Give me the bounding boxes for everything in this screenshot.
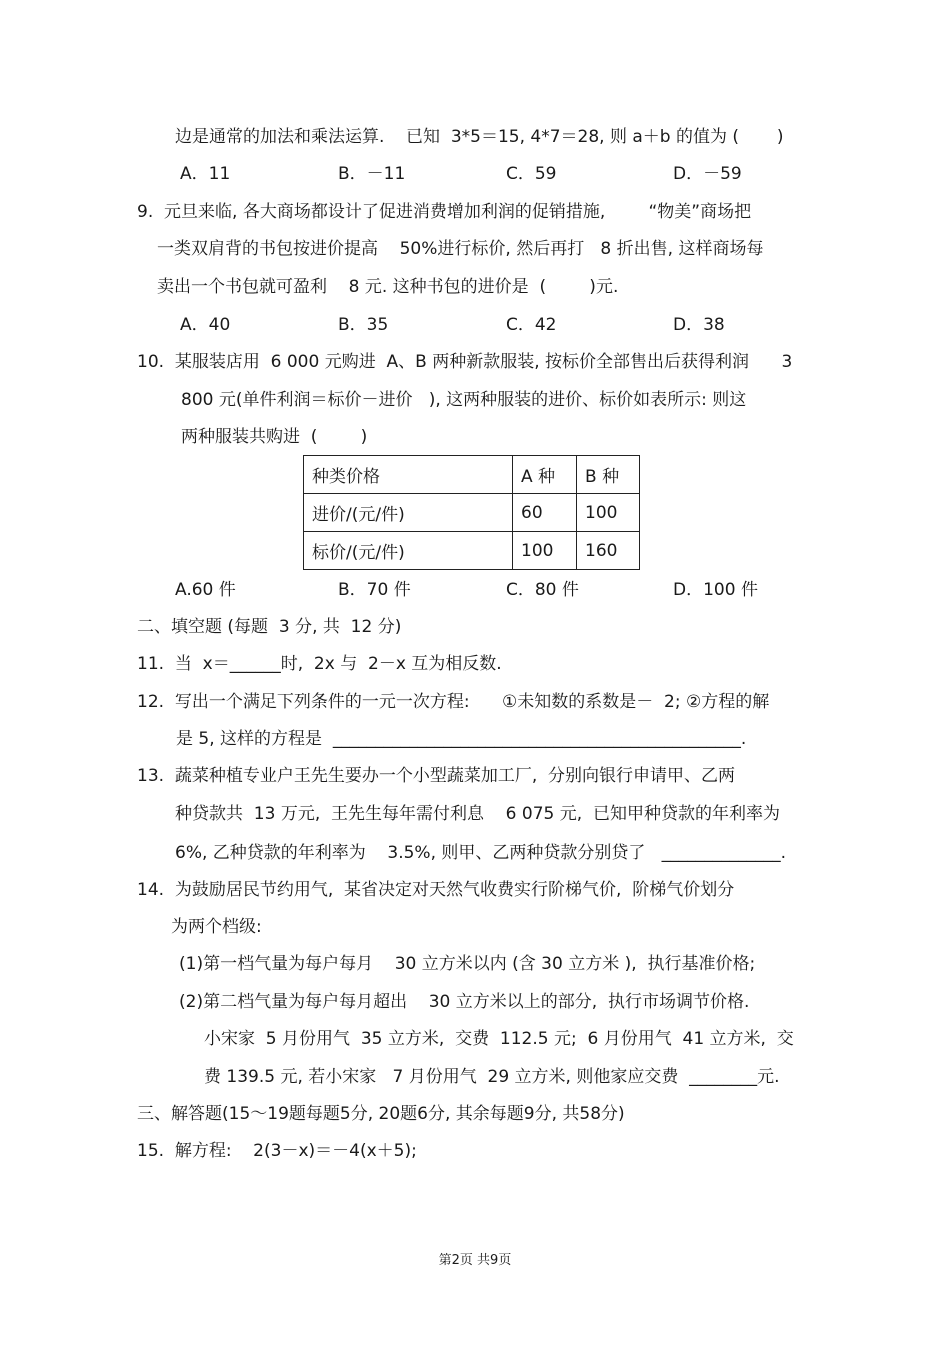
q9-option-b: B．35: [338, 315, 389, 335]
q8-option-a: A．11: [180, 164, 231, 184]
price-table: [303, 455, 640, 570]
q10-option-b: B．70 件: [338, 580, 411, 600]
q9-text-line-1: 9. 元旦来临, 各大商场都设计了促进消费增加利润的促销措施, “物美”商场把: [137, 202, 752, 222]
q12-text-line-1: 12. 写出一个满足下列条件的一元一次方程: ①未知数的系数是－ 2; ②方程的解: [137, 692, 770, 712]
q10-text-line-2: 800 元(单件利润＝标价－进价 ), 这两种服装的进价、标价如表所示: 则这: [181, 390, 747, 410]
q14-text-line-6: 费 139.5 元, 若小宋家 7 月份用气 29 立方米, 则他家应交费 ________元.: [204, 1067, 780, 1087]
q8-option-c: C．59: [506, 164, 557, 184]
table-row: [304, 532, 640, 570]
q14-text-line-3: (1)第一档气量为每户每月 30 立方米以内 (含 30 立方米 ), 执行基准价格;: [179, 954, 756, 974]
q10-option-a: A.60 件: [175, 580, 236, 600]
q10-option-c: C．80 件: [506, 580, 579, 600]
q12-text-line-2: 是 5, 这样的方程是 ________________________________________________.: [176, 729, 747, 749]
q9-option-c: C．42: [506, 315, 557, 335]
q15-text-line: 15. 解方程: 2(3－x)＝－4(x＋5);: [137, 1141, 417, 1161]
table-row: [304, 456, 640, 494]
page-footer: 第2页 共9页: [438, 1253, 512, 1268]
section-heading-fill-blank: 二、填空题 (每题 3 分, 共 12 分): [137, 617, 402, 637]
table-cell: B 种: [577, 456, 640, 494]
q11-text-line: 11. 当 x＝______时, 2x 与 2－x 互为相反数.: [137, 654, 502, 674]
q13-text-line-3: 6%, 乙种贷款的年利率为 3.5%, 则甲、乙两种贷款分别贷了 ______________.: [175, 843, 787, 863]
table-cell: 标价/(元/件): [304, 532, 513, 570]
q13-text-line-2: 种贷款共 13 万元, 王先生每年需付利息 6 075 元, 已知甲种贷款的年利率为: [175, 804, 780, 824]
q8-text-line: 边是通常的加法和乘法运算. 已知 3*5＝15, 4*7＝28, 则 a＋b 的值为 ( ): [175, 127, 784, 147]
table-cell: 种类价格: [304, 456, 513, 494]
table-cell: A 种: [513, 456, 577, 494]
q8-option-b: B．－11: [338, 164, 406, 184]
q14-text-line-5: 小宋家 5 月份用气 35 立方米, 交费 112.5 元; 6 月份用气 41 立方米, 交: [204, 1029, 794, 1049]
table-cell: 160: [577, 532, 640, 570]
table-cell: 进价/(元/件): [304, 494, 513, 532]
table-cell: 100: [577, 494, 640, 532]
q14-text-line-2: 为两个档级:: [171, 917, 262, 937]
q8-option-d: D．－59: [673, 164, 742, 184]
q10-text-line-3: 两种服装共购进 ( ): [181, 427, 368, 447]
q14-text-line-1: 14. 为鼓励居民节约用气, 某省决定对天然气收费实行阶梯气价, 阶梯气价划分: [137, 880, 735, 900]
q13-text-line-1: 13. 蔬菜种植专业户王先生要办一个小型蔬菜加工厂, 分别向银行申请甲、乙两: [137, 766, 736, 786]
table-row: [304, 494, 640, 532]
q9-text-line-2: 一类双肩背的书包按进价提高 50%进行标价, 然后再打 8 折出售, 这样商场每: [157, 239, 764, 259]
section-heading-solve: 三、解答题(15～19题每题5分, 20题6分, 其余每题9分, 共58分): [137, 1104, 625, 1124]
q9-option-d: D．38: [673, 315, 725, 335]
q9-text-line-3: 卖出一个书包就可盈利 8 元. 这种书包的进价是 ( )元.: [157, 277, 619, 297]
q10-text-line-1: 10. 某服装店用 6 000 元购进 A、B 两种新款服装, 按标价全部售出后获得利润 3: [137, 352, 793, 372]
table-cell: 100: [513, 532, 577, 570]
q14-text-line-4: (2)第二档气量为每户每月超出 30 立方米以上的部分, 执行市场调节价格.: [179, 992, 750, 1012]
table-cell: 60: [513, 494, 577, 532]
q9-option-a: A．40: [180, 315, 231, 335]
q10-option-d: D．100 件: [673, 580, 758, 600]
